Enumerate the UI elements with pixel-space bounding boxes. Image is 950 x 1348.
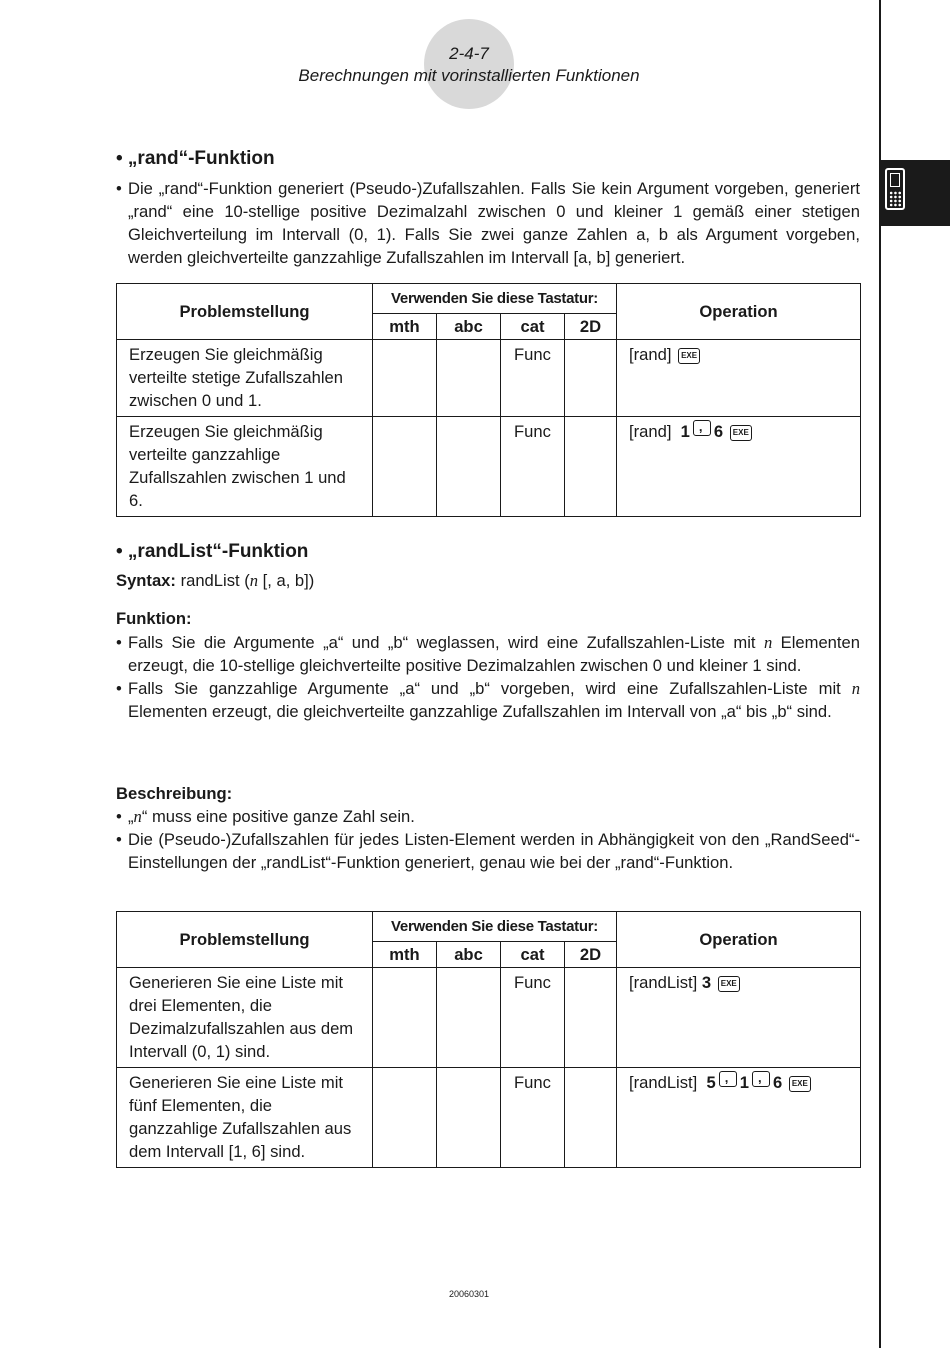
problem-cell: Generieren Sie eine Liste mit drei Elementen, die Dezimalzufallszahlen aus dem Intervall (0, 1) sind. [117, 968, 373, 1068]
key-n: 3 [701, 973, 712, 992]
footer-code: 20060301 [448, 1289, 490, 1299]
chapter-title: Berechnungen mit vorinstallierten Funktionen [298, 66, 640, 85]
comma-key-icon [719, 1071, 737, 1087]
header-circle [424, 19, 514, 109]
problem-cell: Generieren Sie eine Liste mit fünf Elementen, die ganzzahlige Zufallszahlen aus dem Intervall [1, 6] sind. [117, 1068, 373, 1168]
key-a: 1 [680, 422, 690, 441]
header-abc: abc [437, 314, 501, 340]
key-n: 5 [706, 1073, 716, 1092]
command: [rand] [629, 422, 672, 441]
header-2d: 2D [565, 314, 617, 340]
header-problem: Problemstellung [117, 912, 373, 968]
header-mth: mth [373, 942, 437, 968]
header-cat: cat [501, 942, 565, 968]
key-b: 6 [713, 422, 724, 441]
list-item: • Falls Sie ganzzahlige Argumente „a“ und „b“ vorgeben, wird eine Zufallszahlen-Liste mit n Elementen erzeugt, die gleichverteilte ganzzahlige Zufallszahlen im Intervall von „a“ bis „b“ sind. [116, 679, 860, 721]
rand-table [116, 283, 861, 517]
page-number: 2-4-7 [449, 44, 489, 63]
syntax-n: n [249, 571, 259, 590]
header-operation: Operation [617, 912, 861, 968]
problem-cell: Erzeugen Sie gleichmäßig verteilte ganzzahlige Zufallszahlen zwischen 1 und 6. [117, 417, 373, 517]
command: [randList] [629, 1073, 698, 1092]
exe-key-icon: EXE [789, 1076, 811, 1092]
syntax-pre: randList ( [180, 571, 250, 590]
rand-section-title: • „rand“-Funktion [116, 148, 275, 169]
header-mth: mth [373, 314, 437, 340]
list-item: • Die (Pseudo-)Zufallszahlen für jedes Listen-Element werden in Abhängigkeit von den „RandSeed“-Einstellungen der „randList“-Funktion generiert, genau wie bei der „rand“-Funktion. [116, 830, 860, 872]
operation-cell [617, 968, 861, 1068]
beschreibung-list [116, 805, 860, 874]
table-row [117, 1068, 861, 1168]
table-row [117, 968, 861, 1068]
cat-cell: Func [501, 340, 565, 417]
cat-cell: Func [501, 968, 565, 1068]
header-problem: Problemstellung [117, 284, 373, 340]
chapter-tab [881, 160, 950, 226]
header-operation: Operation [617, 284, 861, 340]
rand-description: • Die „rand“-Funktion generiert (Pseudo-)Zufallszahlen. Falls Sie kein Argument vorgeben, generiert „rand“ eine 10-stellige positive Dezimalzahl zwischen 0 und kleiner 1 gemäß einer stetigen Gleichverteilung im Intervall (0, 1). Falls Sie zwei ganze Zahlen a, b als Argument vorgeben, werden gleichverteilte ganzzahlige Zufallszahlen im Intervall [a, b] generiert. [116, 179, 860, 267]
calculator-icon [885, 168, 905, 210]
cat-cell: Func [501, 417, 565, 517]
beschreibung-label: Beschreibung: [116, 784, 233, 803]
list-item: • „n“ muss eine positive ganze Zahl sein. [116, 807, 415, 826]
operation-cell [617, 340, 861, 417]
cat-cell: Func [501, 1068, 565, 1168]
operation-cell [617, 417, 861, 517]
header-2d: 2D [565, 942, 617, 968]
key-b: 6 [772, 1073, 783, 1092]
randlist-section-title: • „randList“-Funktion [116, 541, 309, 562]
problem-cell: Erzeugen Sie gleichmäßig verteilte stetige Zufallszahlen zwischen 0 und 1. [117, 340, 373, 417]
exe-key-icon: EXE [678, 348, 700, 364]
exe-key-icon: EXE [730, 425, 752, 441]
header-abc: abc [437, 942, 501, 968]
comma-key-icon [693, 420, 711, 436]
header-cat: cat [501, 314, 565, 340]
funktion-label: Funktion: [116, 609, 192, 628]
command: [rand] [629, 345, 672, 364]
list-item: • Falls Sie die Argumente „a“ und „b“ weglassen, wird eine Zufallszahlen-Liste mit n Elementen erzeugt, die 10-stellige gleichverteilte positive Dezimalzahlen zwischen 0 und kleiner 1 sind. [116, 633, 860, 675]
table-row [117, 417, 861, 517]
header-keyboard: Verwenden Sie diese Tastatur: [373, 912, 617, 942]
key-a: 1 [739, 1073, 749, 1092]
syntax-label: Syntax: [116, 571, 176, 590]
rand-description-text: Die „rand“-Funktion generiert (Pseudo-)Zufallszahlen. Falls Sie kein Argument vorgeben, generiert „rand“ eine 10-stellige positive Dezimalzahl zwischen 0 und kleiner 1 gemäß einer stetigen Gleichverteilung im Intervall (0, 1). Falls Sie zwei ganze Zahlen a, b als Argument vorgeben, werden gleichverteilte ganzzahlige Zufallszahlen im Intervall [a, b] generiert. [128, 179, 860, 267]
randlist-table [116, 911, 861, 1168]
syntax-line [116, 571, 314, 591]
command: [randList] [629, 973, 698, 992]
funktion-list [116, 631, 860, 723]
table-row [117, 340, 861, 417]
operation-cell [617, 1068, 861, 1168]
comma-key-icon [752, 1071, 770, 1087]
header-keyboard: Verwenden Sie diese Tastatur: [373, 284, 617, 314]
syntax-post: [, a, b]) [258, 571, 315, 590]
exe-key-icon: EXE [718, 976, 740, 992]
